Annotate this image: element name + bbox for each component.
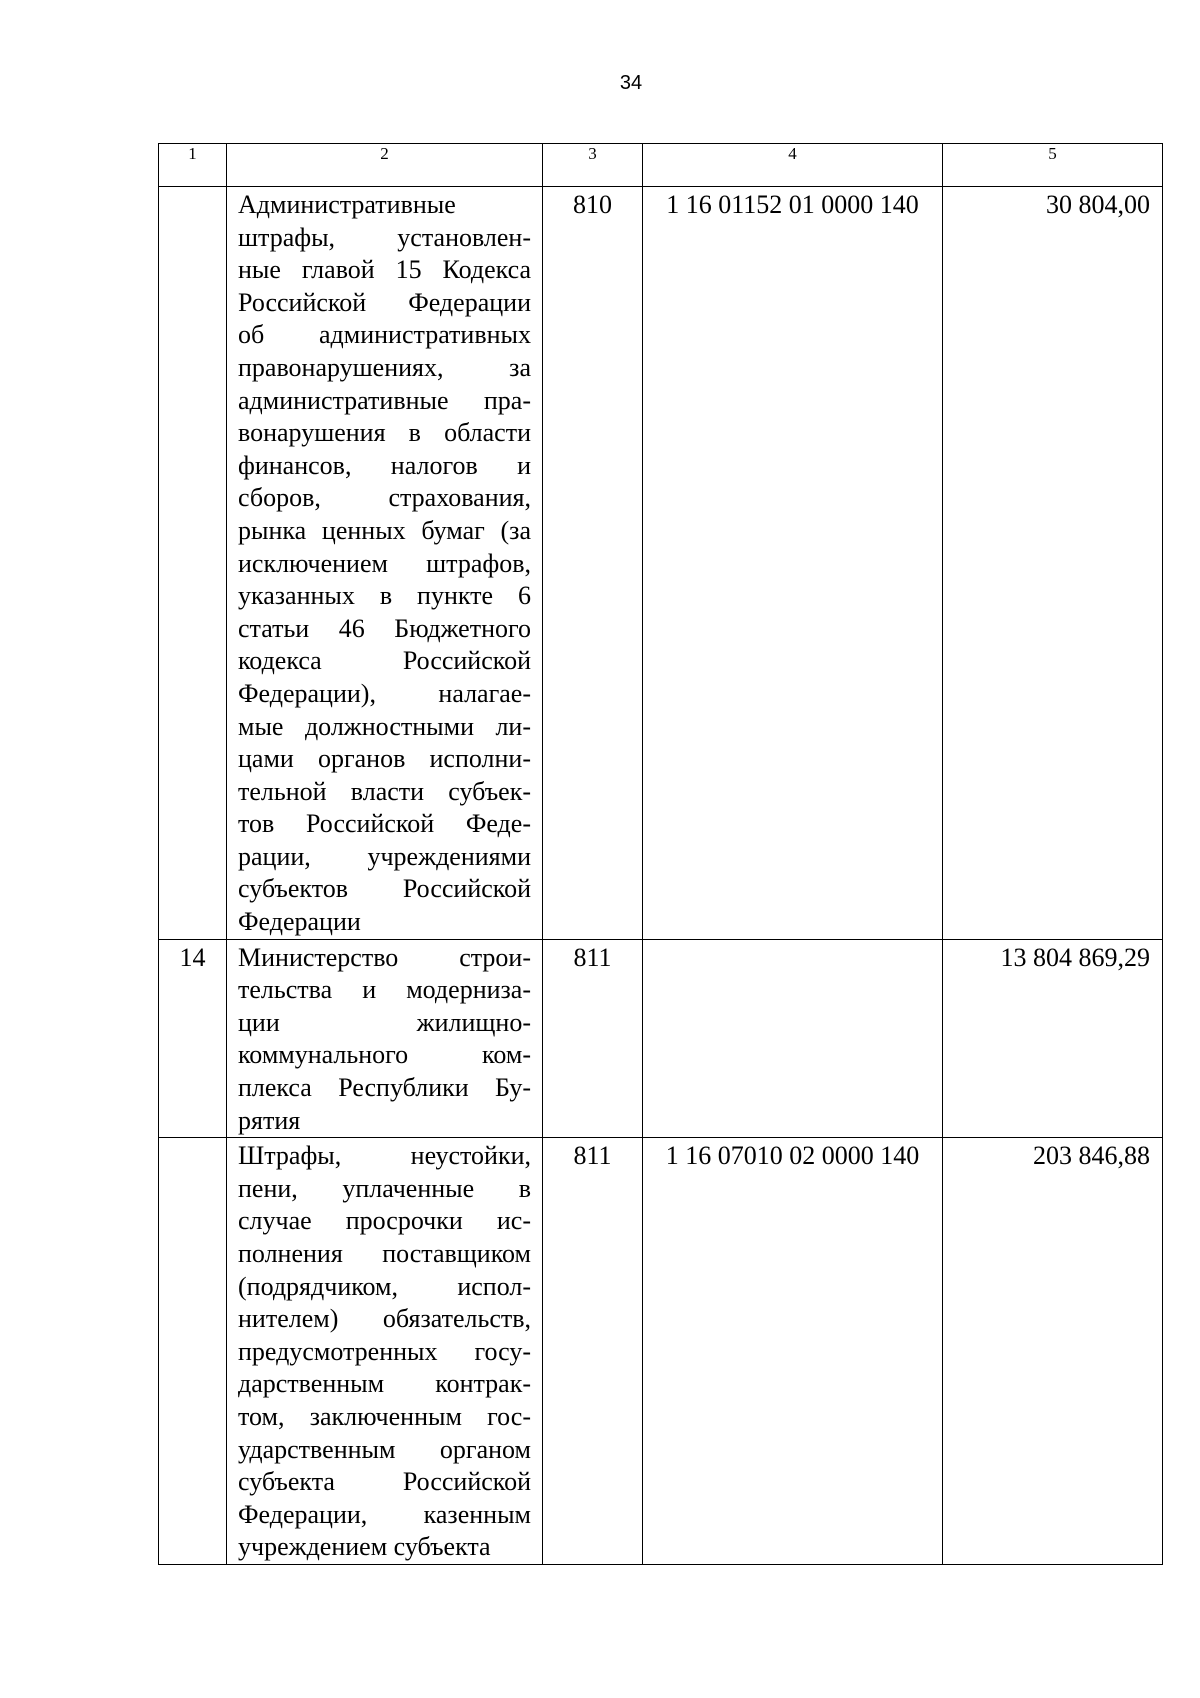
admin-code: 811 xyxy=(543,1138,643,1565)
admin-code: 810 xyxy=(543,187,643,940)
description-line: штрафы, установлен- xyxy=(238,222,531,252)
description-line: плекса Республики Бу- xyxy=(238,1073,531,1103)
table-row xyxy=(159,939,1163,1138)
description-line: нителем) обязательств, xyxy=(238,1304,531,1334)
description-line: ударственным органом xyxy=(238,1434,531,1464)
description-line: Федерации), налагае- xyxy=(238,678,531,708)
description-line: полнения поставщиком xyxy=(238,1239,531,1268)
budget-table xyxy=(158,143,1163,1565)
description-line: финансов, налогов и xyxy=(238,450,531,480)
budget-classification-code: 1 16 07010 02 0000 140 xyxy=(643,1138,943,1565)
row-number xyxy=(159,187,227,940)
amount: 203 846,88 xyxy=(943,1138,1163,1565)
table-row xyxy=(159,1138,1163,1565)
header-cell: 1 xyxy=(159,144,227,187)
description-line: рации, учреждениями xyxy=(238,841,531,871)
description-line: коммунального ком- xyxy=(238,1040,531,1070)
header-cell: 3 xyxy=(543,144,643,187)
page-number: 34 xyxy=(619,72,643,94)
description-line: вонарушения в области xyxy=(238,418,531,448)
table-row xyxy=(159,187,1163,940)
description-line: субъекта Российской xyxy=(238,1467,531,1497)
description-line: тельства и модерниза- xyxy=(238,975,531,1005)
description-line: указанных в пункте 6 xyxy=(238,581,531,611)
description-line: рятия xyxy=(238,1105,301,1135)
description-line: Федерации xyxy=(238,907,361,937)
description-line: (подрядчиком, испол- xyxy=(238,1271,531,1301)
description-line: мые должностными ли- xyxy=(238,711,531,741)
budget-classification-code: 1 16 01152 01 0000 140 xyxy=(643,187,943,940)
description-line: правонарушениях, за xyxy=(238,352,531,382)
description-line: пени, уплаченные в xyxy=(238,1173,531,1203)
row-description xyxy=(227,939,543,1138)
description-line: ные главой 15 Кодекса xyxy=(238,255,531,285)
description-line: дарственным контрак- xyxy=(238,1369,531,1399)
description-line: случае просрочки ис- xyxy=(238,1206,531,1236)
header-cell: 4 xyxy=(643,144,943,187)
description-line: исключением штрафов, xyxy=(238,548,531,578)
description-line: кодекса Российской xyxy=(238,646,531,676)
description-line: ции жилищно- xyxy=(238,1007,531,1037)
description-line: Министерство строи- xyxy=(238,942,531,972)
description-line: рынка ценных бумаг (за xyxy=(238,515,531,545)
header-cell: 5 xyxy=(943,144,1163,187)
description-line: субъектов Российской xyxy=(238,874,531,904)
row-description xyxy=(227,187,543,940)
description-line: том, заключенным гос- xyxy=(238,1401,531,1431)
header-cell: 2 xyxy=(227,144,543,187)
description-line: статьи 46 Бюджетного xyxy=(238,613,531,643)
description-line: административные пра- xyxy=(238,385,531,415)
row-description xyxy=(227,1138,543,1565)
description-line: Федерации, казенным xyxy=(238,1499,531,1529)
admin-code: 811 xyxy=(543,939,643,1138)
description-line: Административные xyxy=(238,190,456,219)
description-line: предусмотренных госу- xyxy=(238,1336,531,1366)
description-line: об административных xyxy=(238,320,531,350)
row-number xyxy=(159,1138,227,1565)
description-line: сборов, страхования, xyxy=(238,483,531,513)
budget-classification-code xyxy=(643,939,943,1138)
description-line: цами органов исполни- xyxy=(238,744,531,774)
row-number: 14 xyxy=(159,939,227,1138)
description-line: тов Российской Феде- xyxy=(238,809,531,839)
amount: 30 804,00 xyxy=(943,187,1163,940)
description-line: учреждением субъекта xyxy=(238,1532,491,1562)
description-line: Российской Федерации xyxy=(238,287,531,317)
table-header-row xyxy=(159,144,1163,187)
description-line: тельной власти субъек- xyxy=(238,776,531,806)
amount: 13 804 869,29 xyxy=(943,939,1163,1138)
description-line: Штрафы, неустойки, xyxy=(238,1141,531,1171)
